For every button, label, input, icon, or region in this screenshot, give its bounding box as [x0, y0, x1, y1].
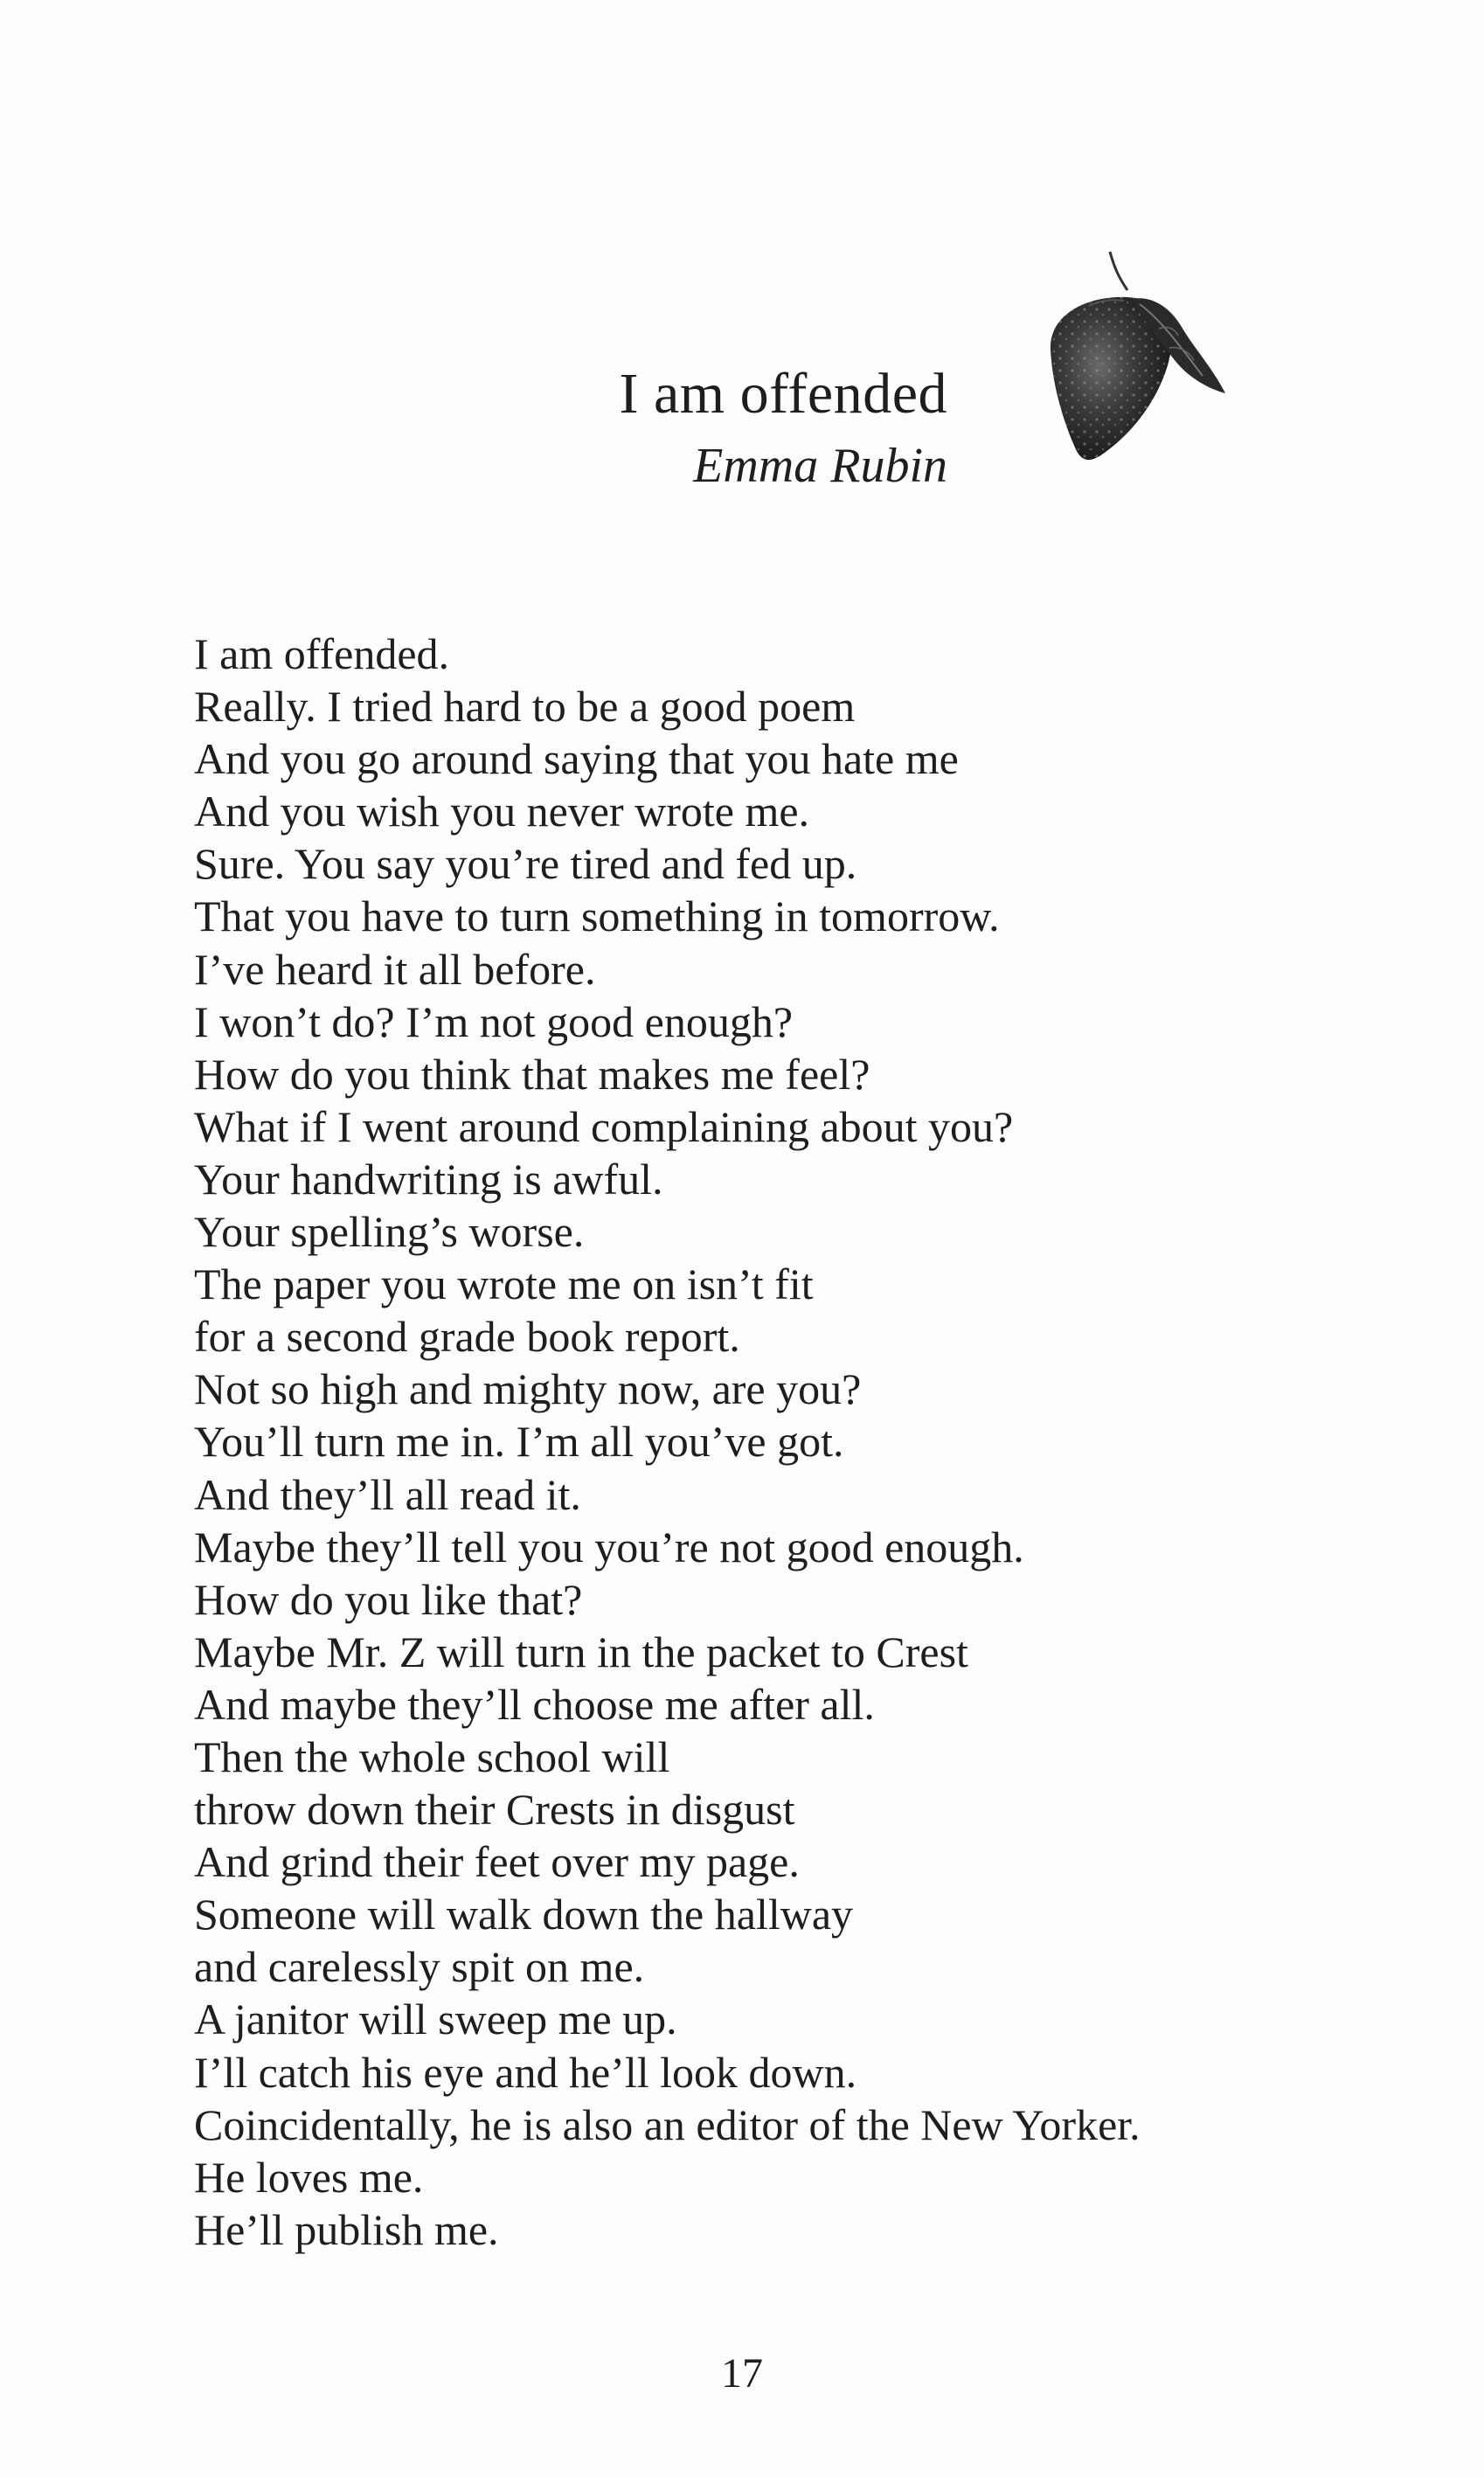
page-number: 17: [721, 2350, 763, 2397]
poem-line: Coincidentally, he is also an editor of the New Yorker.: [194, 2099, 1141, 2149]
poem-line: That you have to turn something in tomorrow.: [194, 892, 1000, 941]
poem-line: Then the whole school will: [194, 1731, 670, 1781]
poem-line: I’ll catch his eye and he’ll look down.: [194, 2047, 857, 2097]
poem-body: [194, 628, 1141, 2256]
poem-line: Really. I tried hard to be a good poem: [194, 682, 856, 732]
poem-line: and carelessly spit on me.: [194, 1942, 645, 1992]
poem-line: for a second grade book report.: [194, 1312, 740, 1362]
poem-line: How do you like that?: [194, 1574, 583, 1624]
poem-line: He loves me.: [194, 2152, 424, 2202]
poem-line: I won’t do? I’m not good enough?: [194, 996, 794, 1046]
poem-line: How do you think that makes me feel?: [194, 1049, 870, 1099]
poem-line: Maybe they’ll tell you you’re not good enough.: [194, 1522, 1024, 1572]
poem-line: And they’ll all read it.: [194, 1469, 581, 1519]
poem-line: And you wish you never wrote me.: [194, 787, 810, 836]
poem-line: A janitor will sweep me up.: [194, 1995, 677, 2044]
poem-line: Maybe Mr. Z will turn in the packet to Crest: [194, 1627, 968, 1676]
poem-line: I’ve heard it all before.: [194, 944, 596, 994]
poem-line: And grind their feet over my page.: [194, 1837, 800, 1887]
poem-line: What if I went around complaining about you?: [194, 1101, 1014, 1151]
poem-line: The paper you wrote me on isn’t fit: [194, 1259, 814, 1309]
poem-line: Your spelling’s worse.: [194, 1207, 585, 1257]
poem-line: And maybe they’ll choose me after all.: [194, 1679, 875, 1729]
poem-line: Sure. You say you’re tired and fed up.: [194, 839, 857, 889]
strawberry-illustration: [996, 245, 1241, 481]
poem-line: I am offended.: [194, 629, 450, 678]
poem-line: throw down their Crests in disgust: [194, 1785, 795, 1835]
poem-line: Not so high and mighty now, are you?: [194, 1364, 862, 1414]
poem-author: Emma Rubin: [693, 439, 947, 493]
poem-title: I am offended: [619, 362, 947, 426]
poem-line: Someone will walk down the hallway: [194, 1890, 854, 1939]
poem-line: Your handwriting is awful.: [194, 1154, 663, 1204]
poem-line: You’ll turn me in. I’m all you’ve got.: [194, 1417, 844, 1467]
poem-line: And you go around saying that you hate me: [194, 734, 959, 784]
poem-line: He’ll publish me.: [194, 2204, 499, 2254]
